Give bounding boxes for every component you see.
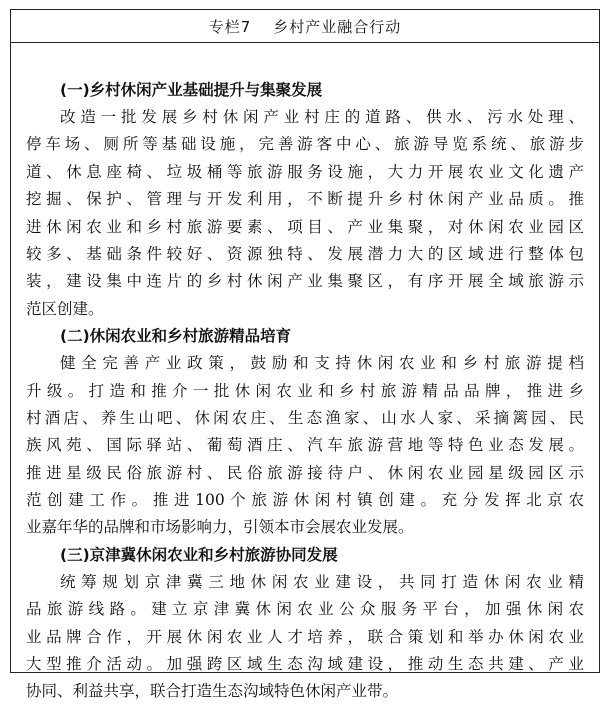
text-line: 进休闲农业和乡村旅游要素、项目、产业集聚，对休闲农业园区	[26, 217, 584, 236]
text-line: 挖掘、保护、管理与开发利用，不断提升乡村休闲产业品质。推	[26, 190, 584, 209]
text-line: 较多、基础条件较好、资源独特、发展潜力大的区域进行整体包	[26, 244, 584, 263]
text-line: 范创建工作。推进100个旅游休闲村镇创建。充分发挥北京农	[26, 491, 584, 510]
text-line: 大型推介活动。加强跨区域生态沟域建设，推动生态共建、产业	[26, 655, 584, 674]
text-line: 停车场、厕所等基础设施，完善游客中心、旅游导览系统、旅游步	[26, 135, 584, 154]
text-line: 品旅游线路。建立京津冀休闲农业公众服务平台，加强休闲农	[26, 600, 584, 619]
text-line: 协同、利益共享，联合打造生态沟域特色休闲产业带。	[26, 682, 399, 701]
text-line: 升级。打造和推介一批休闲农业和乡村旅游精品品牌，推进乡	[26, 381, 584, 400]
text-line: 装，建设集中连片的乡村休闲产业集聚区，有序开展全域旅游示	[26, 272, 584, 291]
box-content	[11, 43, 599, 706]
text-line: 道、休息座椅、垃圾桶等旅游服务设施，大力开展农业文化遗产	[26, 162, 584, 181]
text-line: 范区创建。	[26, 299, 104, 318]
text-line: 改造一批发展乡村休闲产业村庄的道路、供水、污水处理、	[60, 108, 584, 126]
section-paragraph-3	[26, 569, 584, 706]
box-number: 专栏7	[208, 17, 252, 36]
text-line: 业品牌合作，开展休闲农业人才培养，联合策划和举办休闲农业	[26, 627, 584, 646]
text-line: 业嘉年华的品牌和市场影响力，引领本市会展农业发展。	[26, 518, 414, 537]
section-paragraph-2	[26, 350, 584, 542]
text-line: 健全完善产业政策，鼓励和支持休闲农业和乡村旅游提档	[60, 354, 584, 373]
section-heading-2: (二)休闲农业和乡村旅游精品培育	[60, 327, 292, 346]
box-title: 乡村产业融合行动	[273, 17, 402, 36]
section-heading-1: (一)乡村休闲产业基础提升与集聚发展	[60, 81, 323, 99]
feature-box	[10, 9, 600, 701]
section-heading-3: (三)京津冀休闲农业和乡村旅游协同发展	[60, 545, 338, 564]
text-line: 统筹规划京津冀三地休闲农业建设，共同打造休闲农业精	[60, 572, 584, 591]
text-line: 村酒店、养生山吧、休闲农庄、生态渔家、山水人家、采摘篱园、民	[26, 408, 584, 427]
section-paragraph-1	[26, 104, 584, 323]
text-line: 推进星级民俗旅游村、民俗旅游接待户、休闲农业园星级园区示	[26, 463, 584, 482]
box-title-bar	[11, 10, 599, 43]
text-line: 族风苑、国际驿站、葡萄酒庄、汽车旅游营地等特色业态发展。	[26, 436, 584, 455]
